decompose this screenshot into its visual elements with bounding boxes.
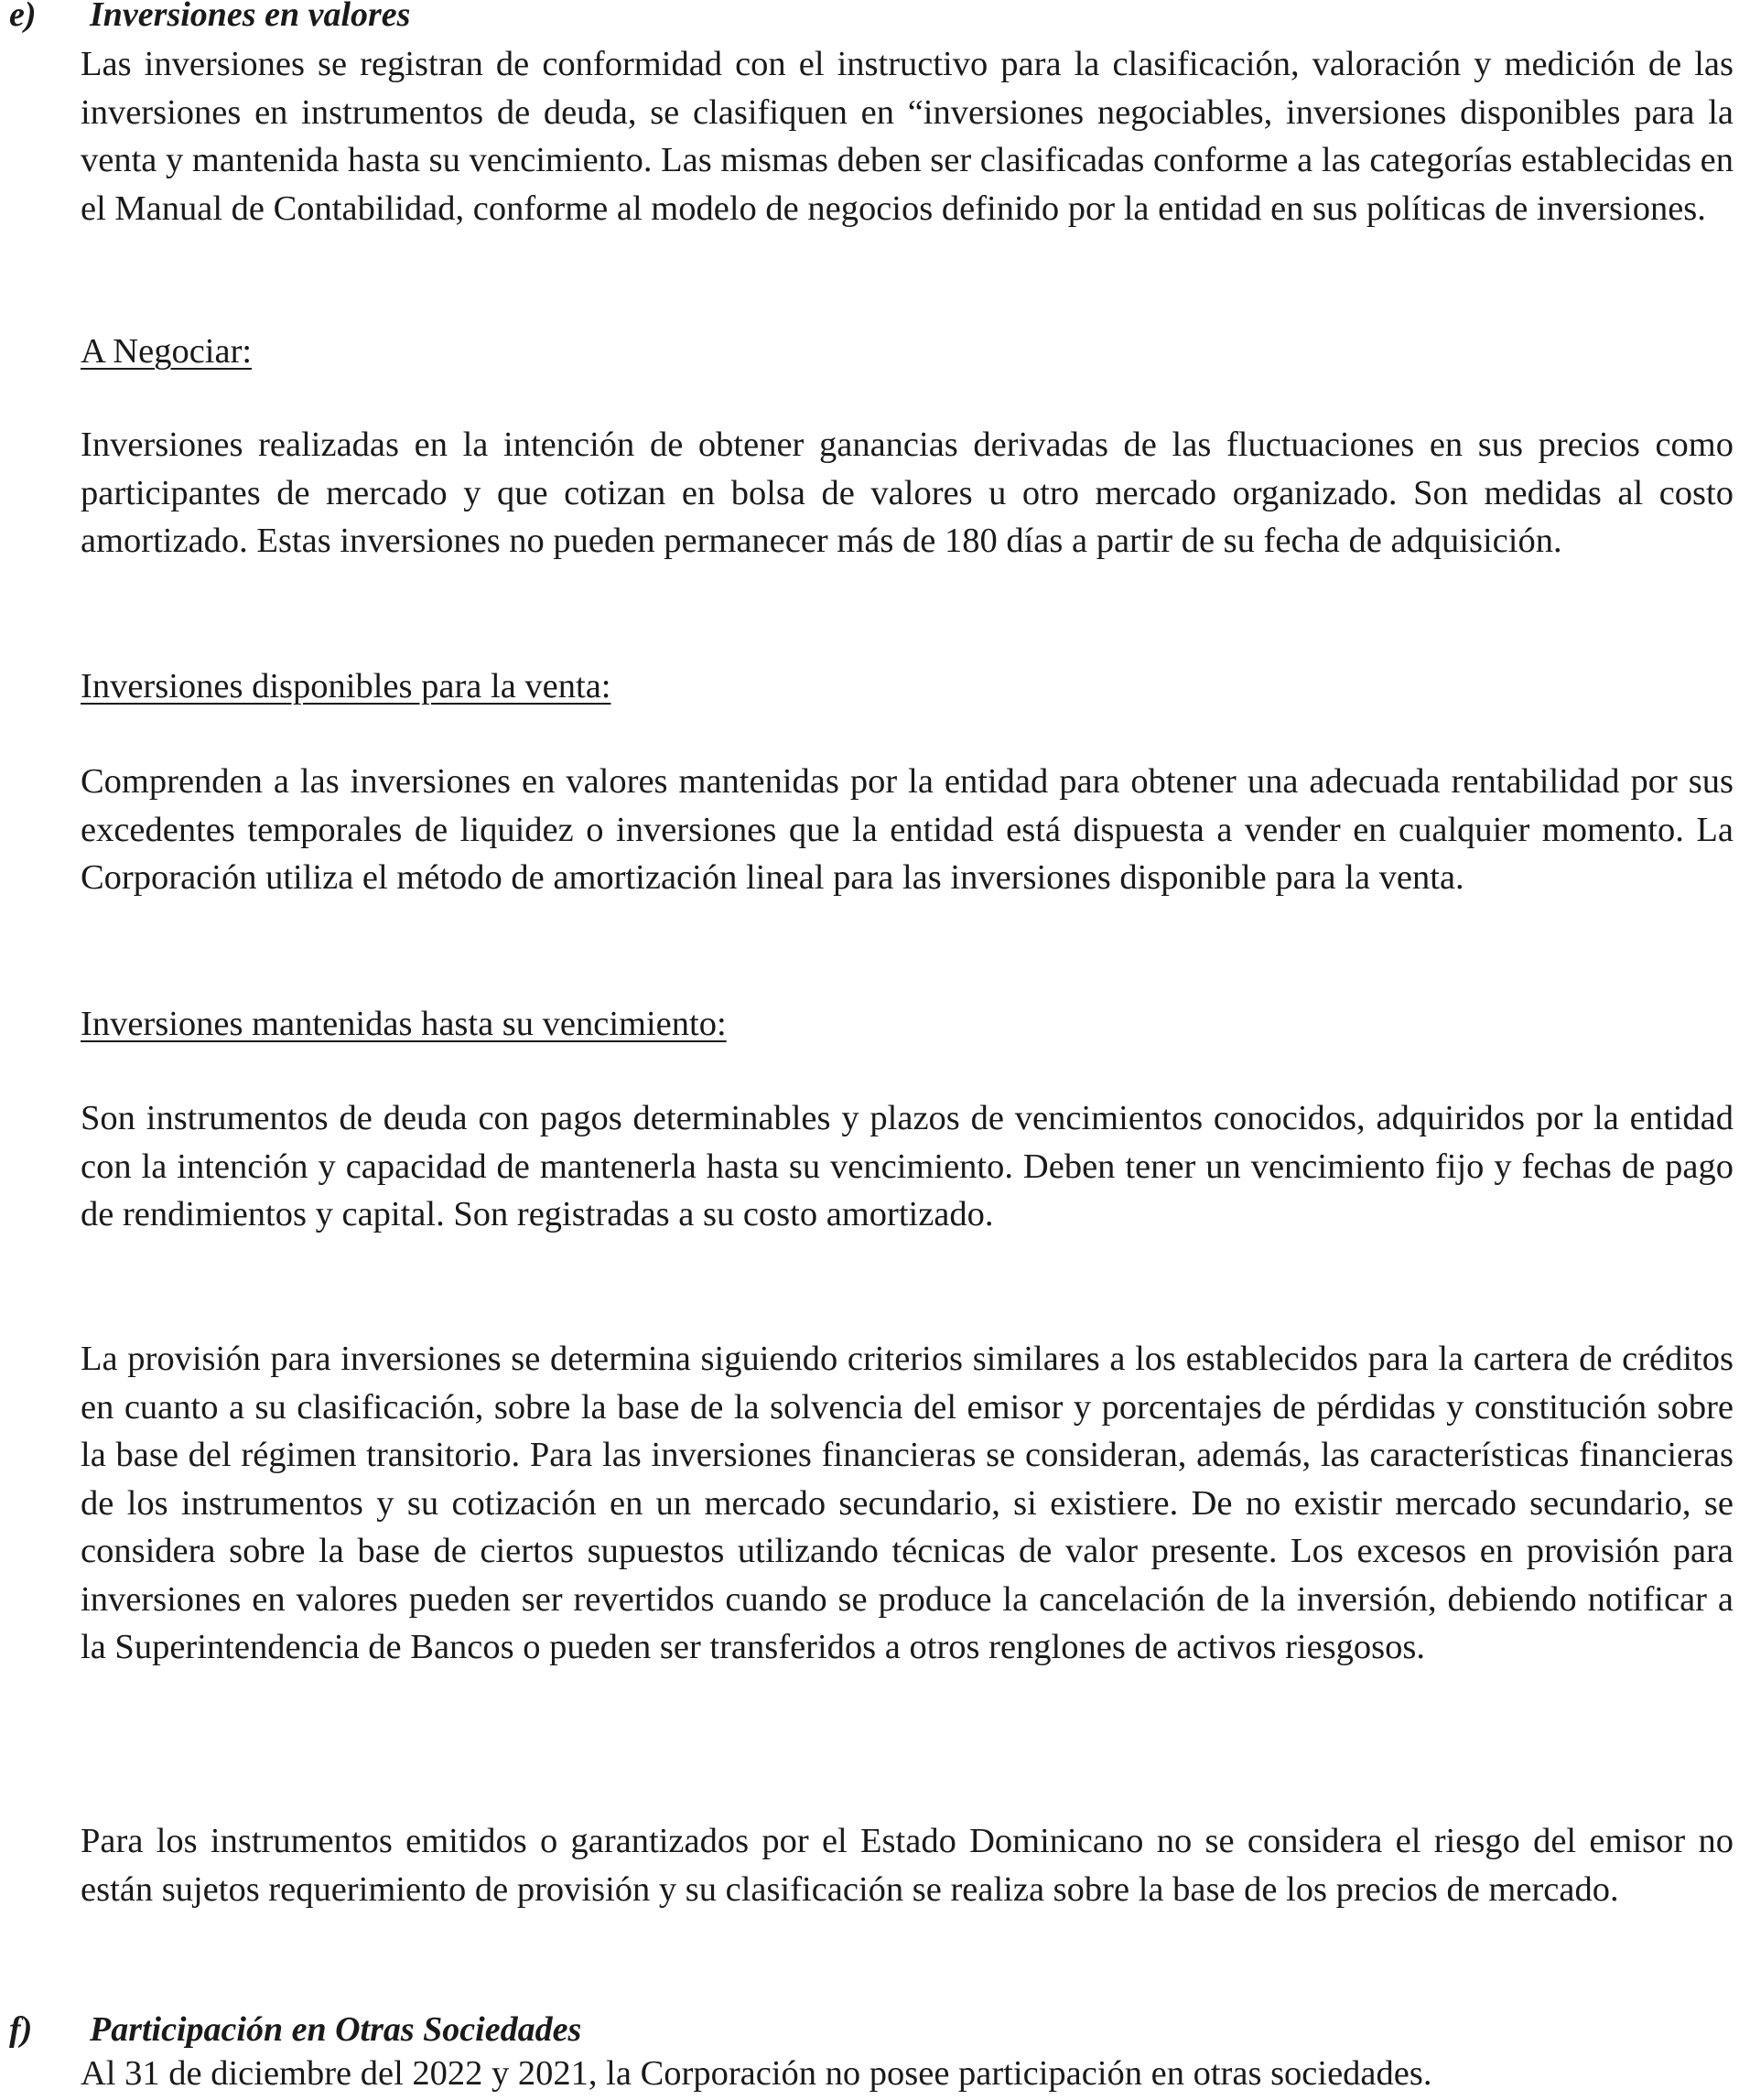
section-e-letter: e) — [9, 0, 37, 34]
section-f-letter: f) — [9, 2010, 33, 2049]
estado-dominicano-text: Para los instrumentos emitidos o garantizados por el Estado Dominicano no se considera el riesgo del emisor no están sujetos requerimiento de provisión y su clasificación se realiza sobre la base de los precios de mercado. — [81, 1822, 1734, 1909]
section-e-intro: Las inversiones se registran de conformidad con el instructivo para la clasificación, valoración y medición de las inversiones en instrumentos de deuda, se clasifiquen en “inversiones negociables, inversiones disponibles para la venta y mantenida hasta su vencimiento. Las mismas deben ser clasificadas conforme a las categorías establecidas en el Manual de Contabilidad, conforme al modelo de negocios definido por la entidad en sus políticas de inversiones. — [81, 45, 1734, 228]
section-f-text: Al 31 de diciembre del 2022 y 2021, la Corporación no posee participación en otras sociedades. — [81, 2054, 1432, 2093]
disponibles-venta-text: Comprenden a las inversiones en valores mantenidas por la entidad para obtener una adecuada rentabilidad por sus excedentes temporales de liquidez o inversiones que la entidad está dispuesta a vender en cualquier momento. La Corporación utiliza el método de amortización lineal para las inversiones disponible para la venta. — [81, 762, 1734, 897]
section-e-title: Inversiones en valores — [90, 0, 411, 34]
provision-text: La provisión para inversiones se determina siguiendo criterios similares a los establecidos para la cartera de créditos en cuanto a su clasificación, sobre la base de la solvencia del emisor y porcentajes de pérdidas y constitución sobre la base del régimen transitorio. Para las inversiones financieras se consideran, además, las características financieras de los instrumentos y su cotización en un mercado secundario, si existiere. De no existir mercado secundario, se considera sobre la base de ciertos supuestos utilizando técnicas de valor presente. Los excesos en provisión para inversiones en valores pueden ser revertidos cuando se produce la cancelación de la inversión, debiendo notificar a la Superintendencia de Bancos o pueden ser transferidos a otros renglones de activos riesgosos. — [81, 1340, 1734, 1666]
mantenidas-vencimiento-text: Son instrumentos de deuda con pagos determinables y plazos de vencimientos conocidos, adquiridos por la entidad con la intención y capacidad de mantenerla hasta su vencimiento. Deben tener un vencimiento fijo y fechas de pago de rendimientos y capital. Son registradas a su costo amortizado. — [81, 1099, 1734, 1233]
section-f-heading — [0, 2009, 581, 2050]
subheading-a-negociar: A Negociar: — [81, 332, 253, 371]
subheading-mantenidas-vencimiento: Inversiones mantenidas hasta su vencimiento: — [81, 1005, 727, 1043]
a-negociar-text: Inversiones realizadas en la intención de obtener ganancias derivadas de las fluctuaciones en sus precios como participantes de mercado y que cotizan en bolsa de valores u otro mercado organizado. Son medidas al costo amortizado. Estas inversiones no pueden permanecer más de 180 días a partir de su fecha de adquisición. — [81, 425, 1734, 560]
section-f-title: Participación en Otras Sociedades — [90, 2010, 582, 2049]
section-e-heading — [0, 0, 410, 35]
subheading-disponibles-venta: Inversiones disponibles para la venta: — [81, 667, 611, 705]
